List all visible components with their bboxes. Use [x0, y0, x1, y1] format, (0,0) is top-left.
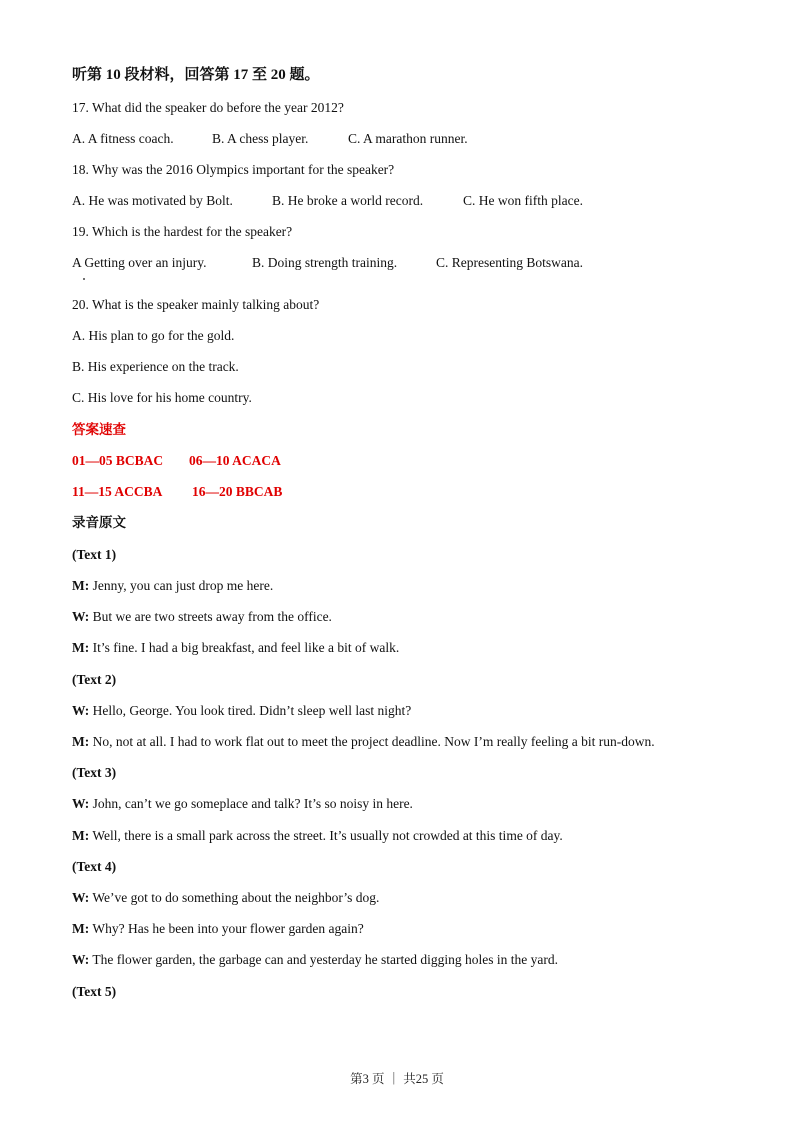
dialogue-text: Why? Has he been into your flower garden again? [89, 921, 364, 936]
dialogue-text: It’s fine. I had a big breakfast, and feel like a bit of walk. [89, 640, 400, 655]
dialogue-text: Well, there is a small park across the street. It’s usually not crowded at this time of day. [89, 828, 563, 843]
answers-range-16-20: 16—20 BBCAB [192, 484, 283, 499]
speaker-label: W: [72, 609, 90, 624]
text-2-label: (Text 2) [72, 672, 117, 687]
dialogue-text: No, not at all. I had to work flat out to meet the project deadline. Now I’m really feeling a bit run-down. [89, 734, 655, 749]
speaker-label: W: [72, 952, 90, 967]
q19-option-a: A Getting over an injury. [72, 255, 207, 270]
page-footer: 第3 页 ｜ 共25 页 [350, 1072, 444, 1086]
q17-option-a: A. A fitness coach. [72, 131, 174, 146]
speaker-label: W: [72, 890, 90, 905]
q20-option-a: A. His plan to go for the gold. [72, 328, 235, 343]
speaker-label: M: [72, 734, 90, 749]
text-4-label: (Text 4) [72, 859, 117, 874]
text-1-line-1 [72, 577, 754, 595]
speaker-label: W: [72, 796, 90, 811]
question-20-stem: 20. What is the speaker mainly talking about? [72, 297, 320, 312]
dialogue-text: We’ve got to do something about the neighbor’s dog. [89, 890, 380, 905]
answers-row-2 [72, 483, 754, 501]
question-18-stem: 18. Why was the 2016 Olympics important for the speaker? [72, 162, 395, 177]
text-3-line-1 [72, 795, 754, 813]
dialogue-text: Hello, George. You look tired. Didn’t sleep well last night? [89, 703, 412, 718]
speaker-label: M: [72, 828, 90, 843]
q20-option-c: C. His love for his home country. [72, 390, 252, 405]
text-3-line-2 [72, 827, 754, 845]
text-1-line-3 [72, 639, 754, 657]
answers-range-01-05: 01—05 BCBAC [72, 453, 164, 468]
text-5-label: (Text 5) [72, 984, 117, 999]
text-2-line-1 [72, 702, 754, 720]
question-18-options [72, 192, 754, 210]
speaker-label: W: [72, 703, 90, 718]
text-4-line-3 [72, 951, 754, 969]
text-3-label: (Text 3) [72, 765, 117, 780]
text-4-line-2 [72, 920, 754, 938]
dialogue-text: Jenny, you can just drop me here. [89, 578, 274, 593]
dialogue-text: The flower garden, the garbage can and yesterday he started digging holes in the yard. [89, 952, 558, 967]
text-1-label: (Text 1) [72, 547, 117, 562]
q17-option-b: B. A chess player. [212, 131, 309, 146]
transcript-title: 录音原文 [72, 515, 126, 530]
dialogue-text: John, can’t we go someplace and talk? It’s so noisy in here. [89, 796, 413, 811]
section-heading: 听第 10 段材料，回答第 17 至 20 题。 [72, 67, 320, 83]
answers-title: 答案速查 [72, 422, 126, 437]
speaker-label: M: [72, 921, 90, 936]
q17-option-c: C. A marathon runner. [348, 131, 468, 146]
text-4-line-1 [72, 889, 754, 907]
dialogue-text: But we are two streets away from the office. [89, 609, 332, 624]
question-19-options [72, 254, 754, 272]
speaker-label: M: [72, 578, 90, 593]
answers-range-06-10: 06—10 ACACA [189, 453, 281, 468]
question-17-options [72, 130, 754, 148]
q19-option-b: B. Doing strength training. [252, 255, 398, 270]
q18-option-a: A. He was motivated by Bolt. [72, 193, 233, 208]
q19-option-c: C. Representing Botswana. [436, 255, 583, 270]
q18-option-c: C. He won fifth place. [463, 193, 583, 208]
q18-option-b: B. He broke a world record. [272, 193, 424, 208]
question-19-stem: 19. Which is the hardest for the speaker? [72, 224, 293, 239]
q20-option-b: B. His experience on the track. [72, 359, 239, 374]
answers-row-1 [72, 452, 754, 470]
speaker-label: M: [72, 640, 90, 655]
text-2-line-2 [72, 733, 754, 751]
stray-dot [83, 278, 85, 280]
answers-range-11-15: 11—15 ACCBA [72, 484, 163, 499]
question-17-stem: 17. What did the speaker do before the year 2012? [72, 100, 344, 115]
text-1-line-2 [72, 608, 754, 626]
